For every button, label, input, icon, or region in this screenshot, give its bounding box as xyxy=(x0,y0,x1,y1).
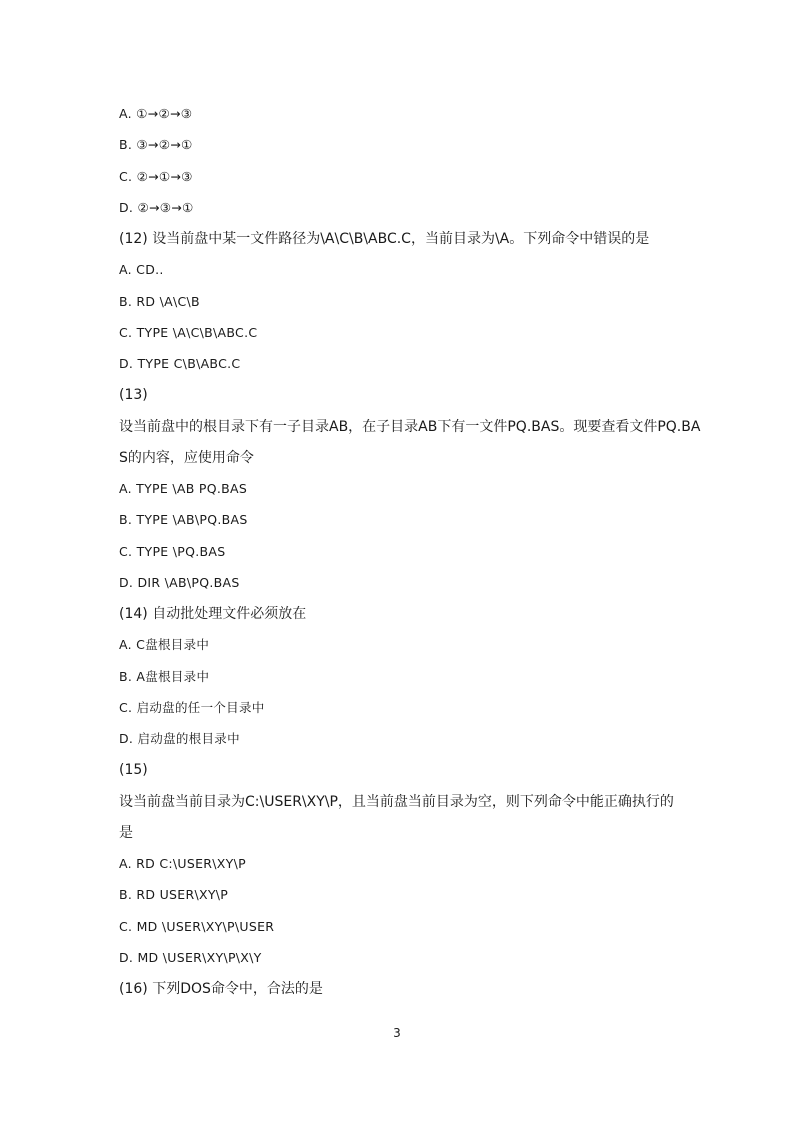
question-text: 设当前盘当前目录为C:\USER\XY\P，且当前盘当前目录为空，则下列命令中能正确执行的 xyxy=(119,794,674,810)
answer-option: C. ②→①→③ xyxy=(119,169,193,184)
answer-option: A. TYPE \AB PQ.BAS xyxy=(119,481,248,496)
answer-option: B. RD USER\XY\P xyxy=(119,887,229,902)
answer-option: D. TYPE C\B\ABC.C xyxy=(119,356,241,371)
question-text: 是 xyxy=(119,825,133,841)
question-text: (15) xyxy=(119,762,148,778)
answer-option: C. 启动盘的任一个目录中 xyxy=(119,700,265,715)
question-text: (13) xyxy=(119,387,148,403)
answer-option: C. TYPE \A\C\B\ABC.C xyxy=(119,325,258,340)
answer-option: B. TYPE \AB\PQ.BAS xyxy=(119,512,248,527)
answer-option: A. C盘根目录中 xyxy=(119,637,210,652)
question-text: 设当前盘中的根目录下有一子目录AB，在子目录AB下有一文件PQ.BAS。现要查看文件PQ.BA xyxy=(119,419,701,435)
answer-option: C. TYPE \PQ.BAS xyxy=(119,544,226,559)
answer-option: B. ③→②→① xyxy=(119,137,193,152)
answer-option: B. A盘根目录中 xyxy=(119,669,210,684)
answer-option: D. ②→③→① xyxy=(119,200,194,215)
answer-option: A. ①→②→③ xyxy=(119,106,193,121)
answer-option: A. CD.. xyxy=(119,262,164,277)
page-number: 3 xyxy=(393,1026,401,1040)
question-text: (12) 设当前盘中某一文件路径为\A\C\B\ABC.C，当前目录为\A。下列命令中错误的是 xyxy=(119,231,650,247)
answer-option: C. MD \USER\XY\P\USER xyxy=(119,919,275,934)
answer-option: D. DIR \AB\PQ.BAS xyxy=(119,575,240,590)
answer-option: D. 启动盘的根目录中 xyxy=(119,731,240,746)
answer-option: A. RD C:\USER\XY\P xyxy=(119,856,246,871)
question-text: (16) 下列DOS命令中，合法的是 xyxy=(119,981,323,997)
question-text: S的内容，应使用命令 xyxy=(119,450,254,466)
answer-option: D. MD \USER\XY\P\X\Y xyxy=(119,950,262,965)
question-text: (14) 自动批处理文件必须放在 xyxy=(119,606,307,622)
answer-option: B. RD \A\C\B xyxy=(119,294,200,309)
